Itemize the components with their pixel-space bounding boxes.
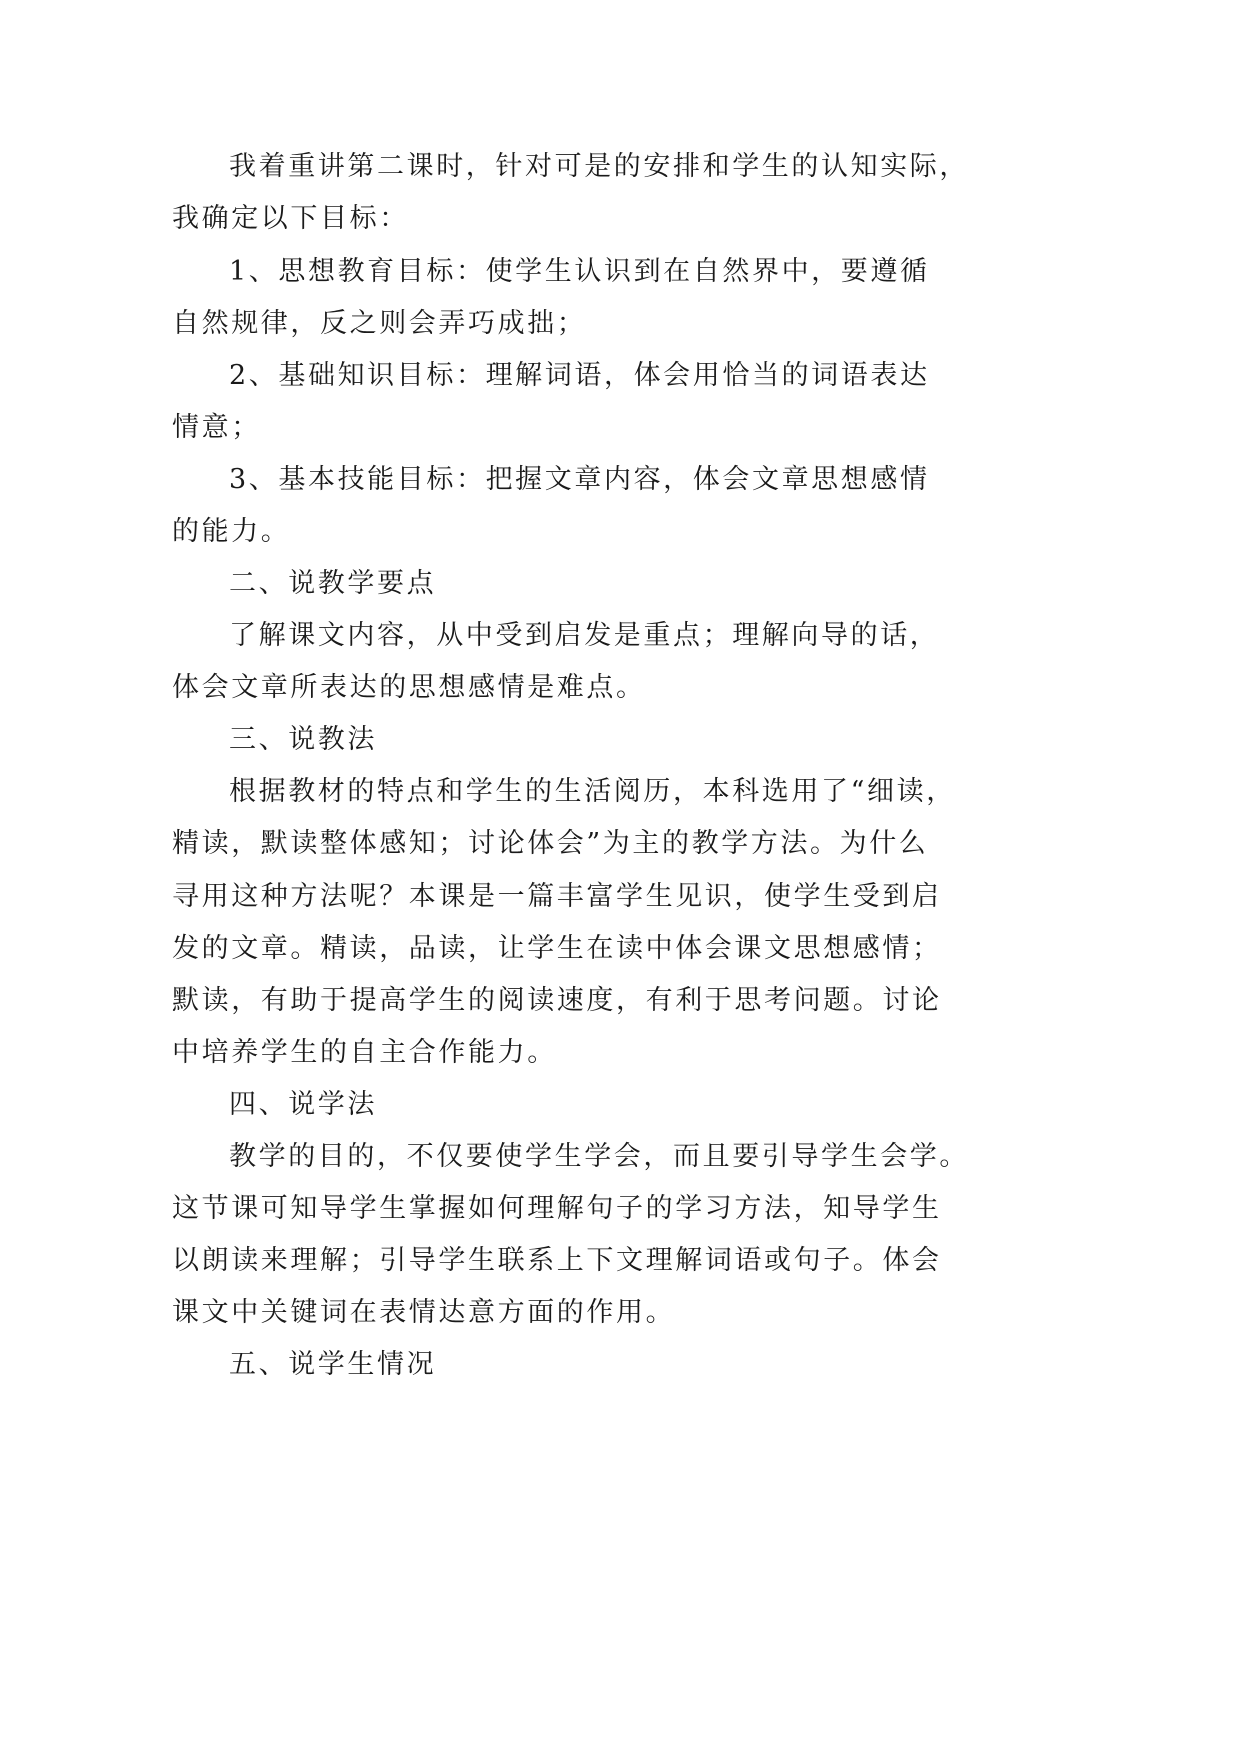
paragraph-line: 2、基础知识目标：理解词语，体会用恰当的词语表达 bbox=[229, 360, 930, 391]
paragraph-line: 寻用这种方法呢？本课是一篇丰富学生见识，使学生受到启 bbox=[172, 881, 942, 912]
paragraph-line: 默读，有助于提高学生的阅读速度，有利于思考问题。讨论 bbox=[172, 985, 942, 1016]
paragraph-line: 教学的目的，不仅要使学生学会，而且要引导学生会学。 bbox=[229, 1141, 969, 1172]
paragraph-line: 精读，默读整体感知；讨论体会”为主的教学方法。为什么 bbox=[172, 828, 929, 859]
paragraph-line: 自然规律，反之则会弄巧成拙； bbox=[172, 308, 587, 339]
paragraph-line: 这节课可知导学生掌握如何理解句子的学习方法，知导学生 bbox=[172, 1193, 942, 1224]
paragraph-line: 课文中关键词在表情达意方面的作用。 bbox=[172, 1297, 676, 1328]
paragraph-line: 情意； bbox=[172, 412, 261, 443]
paragraph-line: 我确定以下目标： bbox=[172, 203, 409, 234]
paragraph-line: 根据教材的特点和学生的生活阅历，本科选用了“细读， bbox=[229, 776, 956, 807]
paragraph-line: 我着重讲第二课时，针对可是的安排和学生的认知实际， bbox=[229, 151, 969, 182]
section-heading: 三、说教法 bbox=[229, 724, 377, 755]
section-heading: 五、说学生情况 bbox=[229, 1349, 437, 1380]
paragraph-line: 1、思想教育目标：使学生认识到在自然界中，要遵循 bbox=[229, 256, 930, 287]
paragraph-line: 以朗读来理解；引导学生联系上下文理解词语或句子。体会 bbox=[172, 1245, 942, 1276]
section-heading: 四、说学法 bbox=[229, 1089, 377, 1120]
paragraph-line: 3、基本技能目标：把握文章内容，体会文章思想感情 bbox=[229, 464, 930, 495]
paragraph-line: 体会文章所表达的思想感情是难点。 bbox=[172, 672, 646, 703]
paragraph-line: 了解课文内容，从中受到启发是重点；理解向导的话， bbox=[229, 620, 940, 651]
section-heading: 二、说教学要点 bbox=[229, 568, 437, 599]
paragraph-line: 中培养学生的自主合作能力。 bbox=[172, 1037, 557, 1068]
paragraph-line: 的能力。 bbox=[172, 516, 291, 547]
paragraph-line: 发的文章。精读，品读，让学生在读中体会课文思想感情； bbox=[172, 933, 942, 964]
